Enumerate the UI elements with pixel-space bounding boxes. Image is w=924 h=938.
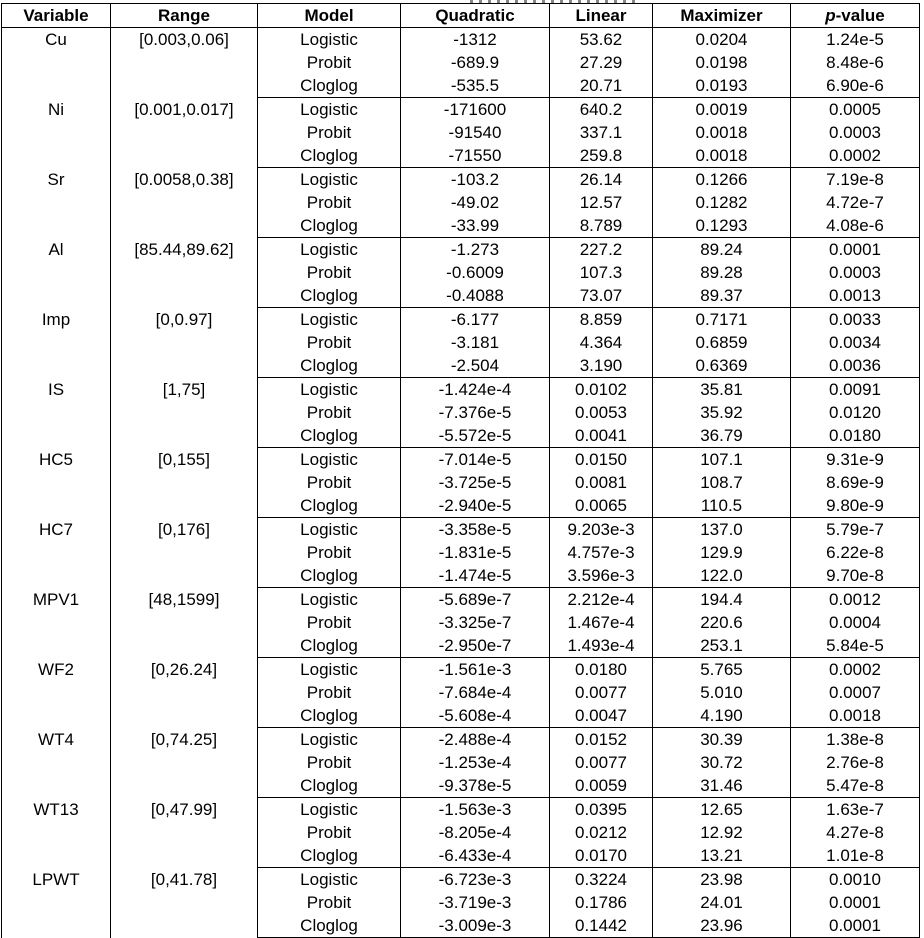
cell-pvalue: 7.19e-8 [791,168,920,192]
cell-linear: 0.0053 [550,401,653,424]
table-row [2,168,920,192]
cell-quadratic: -71550 [401,144,550,168]
cell-pvalue: 8.48e-6 [791,51,920,74]
cell-linear: 8.789 [550,214,653,238]
header-model: Model [258,4,401,28]
cell-maximizer: 0.6859 [653,331,791,354]
cell-model: Probit [258,821,401,844]
cell-model: Probit [258,191,401,214]
results-table [1,3,920,938]
cell-maximizer: 0.0018 [653,121,791,144]
table-row [2,308,920,332]
cell-linear: 107.3 [550,261,653,284]
cell-model: Probit [258,331,401,354]
cell-maximizer: 253.1 [653,634,791,658]
cell-maximizer: 89.28 [653,261,791,284]
cell-pvalue: 1.01e-8 [791,844,920,868]
cell-linear: 0.0077 [550,751,653,774]
cell-model: Probit [258,541,401,564]
cell-linear: 3.190 [550,354,653,378]
cell-model: Logistic [258,518,401,542]
cell-model: Cloglog [258,494,401,518]
cell-variable: WT13 [2,798,111,868]
header-quadratic: Quadratic [401,4,550,28]
cell-pvalue: 0.0003 [791,121,920,144]
cell-variable: LPWT [2,868,111,938]
cell-quadratic: -6.723e-3 [401,868,550,892]
cell-model: Logistic [258,28,401,52]
cell-pvalue: 0.0001 [791,891,920,914]
table-row [2,448,920,472]
cell-quadratic: -6.177 [401,308,550,332]
cell-model: Logistic [258,238,401,262]
cell-linear: 640.2 [550,98,653,122]
cell-quadratic: -1.253e-4 [401,751,550,774]
cell-maximizer: 122.0 [653,564,791,588]
cell-pvalue: 9.80e-9 [791,494,920,518]
cell-maximizer: 24.01 [653,891,791,914]
cell-linear: 3.596e-3 [550,564,653,588]
cell-model: Cloglog [258,284,401,308]
cell-quadratic: -7.684e-4 [401,681,550,704]
cell-linear: 12.57 [550,191,653,214]
cell-linear: 0.0041 [550,424,653,448]
table-row [2,98,920,122]
cell-pvalue: 1.24e-5 [791,28,920,52]
cell-range: [85.44,89.62] [111,238,258,308]
cell-pvalue: 0.0012 [791,588,920,612]
cell-range: [48,1599] [111,588,258,658]
cell-linear: 0.0077 [550,681,653,704]
cell-maximizer: 0.1282 [653,191,791,214]
cell-model: Probit [258,51,401,74]
cell-maximizer: 89.37 [653,284,791,308]
cell-pvalue: 5.47e-8 [791,774,920,798]
cell-linear: 0.0150 [550,448,653,472]
cell-model: Probit [258,401,401,424]
cell-pvalue: 5.84e-5 [791,634,920,658]
cell-maximizer: 194.4 [653,588,791,612]
cell-linear: 0.0065 [550,494,653,518]
table-row [2,518,920,542]
cell-variable: Al [2,238,111,308]
cell-maximizer: 36.79 [653,424,791,448]
cell-linear: 0.0170 [550,844,653,868]
cell-quadratic: -3.725e-5 [401,471,550,494]
cell-linear: 0.0102 [550,378,653,402]
cell-quadratic: -3.358e-5 [401,518,550,542]
header-linear: Linear [550,4,653,28]
cell-pvalue: 4.27e-8 [791,821,920,844]
cell-maximizer: 137.0 [653,518,791,542]
cell-model: Cloglog [258,74,401,98]
cell-maximizer: 0.0198 [653,51,791,74]
cell-model: Logistic [258,658,401,682]
cell-model: Logistic [258,588,401,612]
cell-pvalue: 0.0001 [791,238,920,262]
cell-pvalue: 0.0120 [791,401,920,424]
cell-variable: WF2 [2,658,111,728]
cell-quadratic: -8.205e-4 [401,821,550,844]
cell-maximizer: 12.65 [653,798,791,822]
cell-quadratic: -1.424e-4 [401,378,550,402]
cell-model: Probit [258,121,401,144]
cell-maximizer: 23.96 [653,914,791,938]
cell-linear: 0.0081 [550,471,653,494]
cell-linear: 0.0047 [550,704,653,728]
cell-pvalue: 8.69e-9 [791,471,920,494]
cell-quadratic: -1.563e-3 [401,798,550,822]
cell-maximizer: 4.190 [653,704,791,728]
cell-model: Probit [258,891,401,914]
cell-linear: 337.1 [550,121,653,144]
cell-maximizer: 110.5 [653,494,791,518]
cell-pvalue: 0.0001 [791,914,920,938]
cell-model: Probit [258,471,401,494]
cell-maximizer: 0.0204 [653,28,791,52]
cell-maximizer: 5.765 [653,658,791,682]
header-pvalue-rest: -value [835,5,885,25]
cell-quadratic: -171600 [401,98,550,122]
cell-quadratic: -2.504 [401,354,550,378]
table-row [2,238,920,262]
cell-pvalue: 9.31e-9 [791,448,920,472]
cell-pvalue: 0.0018 [791,704,920,728]
cell-quadratic: -3.325e-7 [401,611,550,634]
cell-maximizer: 220.6 [653,611,791,634]
cell-quadratic: -1.561e-3 [401,658,550,682]
cell-pvalue: 0.0005 [791,98,920,122]
cell-pvalue: 4.08e-6 [791,214,920,238]
cell-model: Logistic [258,448,401,472]
cell-pvalue: 0.0036 [791,354,920,378]
cell-linear: 0.1442 [550,914,653,938]
cell-variable: HC7 [2,518,111,588]
cell-pvalue: 0.0013 [791,284,920,308]
table-row [2,658,920,682]
table-row [2,378,920,402]
cell-maximizer: 0.0018 [653,144,791,168]
cell-linear: 4.364 [550,331,653,354]
cell-pvalue: 0.0034 [791,331,920,354]
cell-maximizer: 12.92 [653,821,791,844]
cell-maximizer: 23.98 [653,868,791,892]
cell-pvalue: 0.0002 [791,658,920,682]
cell-model: Cloglog [258,214,401,238]
header-pvalue [791,4,920,28]
cell-quadratic: -103.2 [401,168,550,192]
header-range: Range [111,4,258,28]
cell-range: [0,0.97] [111,308,258,378]
cell-linear: 0.0180 [550,658,653,682]
cell-linear: 0.0059 [550,774,653,798]
cell-quadratic: -2.940e-5 [401,494,550,518]
cell-variable: Imp [2,308,111,378]
cell-pvalue: 6.90e-6 [791,74,920,98]
cell-variable: IS [2,378,111,448]
cell-model: Cloglog [258,844,401,868]
table-row [2,588,920,612]
cell-quadratic: -9.378e-5 [401,774,550,798]
cell-range: [0.0058,0.38] [111,168,258,238]
cell-variable: Cu [2,28,111,98]
cell-variable: Sr [2,168,111,238]
cell-variable: HC5 [2,448,111,518]
cell-linear: 0.0395 [550,798,653,822]
cell-model: Cloglog [258,564,401,588]
cell-maximizer: 0.0019 [653,98,791,122]
cell-model: Probit [258,681,401,704]
cell-variable: MPV1 [2,588,111,658]
cell-quadratic: -2.488e-4 [401,728,550,752]
cell-pvalue: 4.72e-7 [791,191,920,214]
cell-range: [0,26.24] [111,658,258,728]
cell-quadratic: -1312 [401,28,550,52]
cell-linear: 259.8 [550,144,653,168]
cell-quadratic: -1.831e-5 [401,541,550,564]
cell-maximizer: 129.9 [653,541,791,564]
cell-quadratic: -33.99 [401,214,550,238]
table-row [2,728,920,752]
cell-pvalue: 9.70e-8 [791,564,920,588]
cell-maximizer: 0.1266 [653,168,791,192]
header-pvalue-p: p [825,5,836,25]
cell-linear: 0.0152 [550,728,653,752]
cell-linear: 0.1786 [550,891,653,914]
cell-model: Probit [258,261,401,284]
cell-model: Cloglog [258,354,401,378]
header-maximizer: Maximizer [653,4,791,28]
cell-quadratic: -3.009e-3 [401,914,550,938]
cell-pvalue: 0.0091 [791,378,920,402]
cell-linear: 73.07 [550,284,653,308]
cell-pvalue: 6.22e-8 [791,541,920,564]
cell-quadratic: -1.273 [401,238,550,262]
cell-model: Cloglog [258,424,401,448]
cell-pvalue: 0.0002 [791,144,920,168]
cell-maximizer: 0.0193 [653,74,791,98]
cell-linear: 1.493e-4 [550,634,653,658]
cell-linear: 8.859 [550,308,653,332]
cell-range: [0,74.25] [111,728,258,798]
cell-linear: 20.71 [550,74,653,98]
cell-maximizer: 30.72 [653,751,791,774]
table-row [2,798,920,822]
cell-pvalue: 1.63e-7 [791,798,920,822]
cell-maximizer: 0.6369 [653,354,791,378]
cell-model: Logistic [258,98,401,122]
cell-maximizer: 107.1 [653,448,791,472]
cell-maximizer: 30.39 [653,728,791,752]
cell-linear: 9.203e-3 [550,518,653,542]
cell-range: [0.001,0.017] [111,98,258,168]
cell-model: Cloglog [258,634,401,658]
cell-linear: 27.29 [550,51,653,74]
cell-range: [0.003,0.06] [111,28,258,98]
cell-pvalue: 1.38e-8 [791,728,920,752]
cell-quadratic: -0.4088 [401,284,550,308]
cell-quadratic: -7.014e-5 [401,448,550,472]
cell-quadratic: -91540 [401,121,550,144]
cell-linear: 26.14 [550,168,653,192]
cell-pvalue: 0.0010 [791,868,920,892]
cell-quadratic: -0.6009 [401,261,550,284]
cell-quadratic: -535.5 [401,74,550,98]
cell-range: [0,155] [111,448,258,518]
cell-maximizer: 0.1293 [653,214,791,238]
cell-maximizer: 31.46 [653,774,791,798]
cell-maximizer: 89.24 [653,238,791,262]
cell-quadratic: -49.02 [401,191,550,214]
cell-linear: 2.212e-4 [550,588,653,612]
cell-maximizer: 35.92 [653,401,791,424]
header-row [2,4,920,28]
cell-maximizer: 0.7171 [653,308,791,332]
cell-pvalue: 0.0007 [791,681,920,704]
cell-model: Probit [258,751,401,774]
cell-linear: 53.62 [550,28,653,52]
cell-quadratic: -2.950e-7 [401,634,550,658]
cell-pvalue: 5.79e-7 [791,518,920,542]
cell-model: Cloglog [258,704,401,728]
cell-quadratic: -7.376e-5 [401,401,550,424]
cell-linear: 0.3224 [550,868,653,892]
table-row [2,28,920,52]
cell-pvalue: 2.76e-8 [791,751,920,774]
cell-quadratic: -3.181 [401,331,550,354]
cell-variable: WT4 [2,728,111,798]
cell-pvalue: 0.0004 [791,611,920,634]
cell-maximizer: 35.81 [653,378,791,402]
cell-maximizer: 108.7 [653,471,791,494]
cell-linear: 0.0212 [550,821,653,844]
cell-maximizer: 13.21 [653,844,791,868]
cell-maximizer: 5.010 [653,681,791,704]
cell-model: Cloglog [258,144,401,168]
cell-linear: 227.2 [550,238,653,262]
cell-model: Logistic [258,168,401,192]
cell-model: Logistic [258,378,401,402]
cell-model: Logistic [258,308,401,332]
cell-quadratic: -5.572e-5 [401,424,550,448]
cell-pvalue: 0.0033 [791,308,920,332]
table-body [2,28,920,938]
cell-model: Logistic [258,868,401,892]
cell-quadratic: -5.608e-4 [401,704,550,728]
cell-model: Cloglog [258,914,401,938]
cell-quadratic: -5.689e-7 [401,588,550,612]
cell-variable: Ni [2,98,111,168]
cell-model: Logistic [258,728,401,752]
cell-model: Logistic [258,798,401,822]
cell-pvalue: 0.0180 [791,424,920,448]
cell-linear: 4.757e-3 [550,541,653,564]
cell-quadratic: -3.719e-3 [401,891,550,914]
cell-quadratic: -689.9 [401,51,550,74]
cell-model: Probit [258,611,401,634]
cell-range: [1,75] [111,378,258,448]
cell-pvalue: 0.0003 [791,261,920,284]
cell-model: Cloglog [258,774,401,798]
cell-range: [0,41.78] [111,868,258,938]
cell-range: [0,176] [111,518,258,588]
cell-range: [0,47.99] [111,798,258,868]
cell-quadratic: -6.433e-4 [401,844,550,868]
header-variable: Variable [2,4,111,28]
table-row [2,868,920,892]
cell-quadratic: -1.474e-5 [401,564,550,588]
cell-linear: 1.467e-4 [550,611,653,634]
